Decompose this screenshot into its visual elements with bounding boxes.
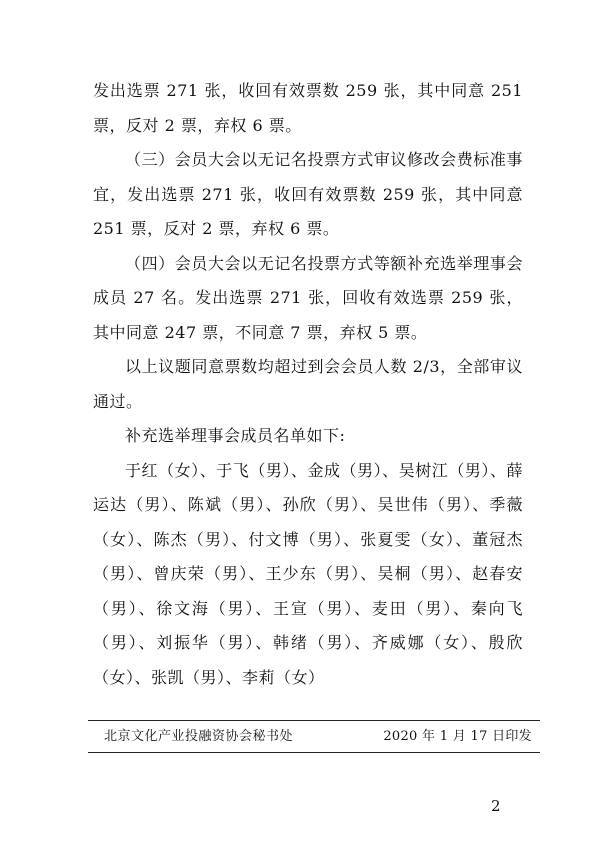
footer-issuer: 北京文化产业投融资协会秘书处 xyxy=(104,729,294,744)
paragraph-summary: 以上议题同意票数均超过到会会员人数 2/3，全部审议通过。 xyxy=(93,357,523,411)
body-text xyxy=(93,74,523,695)
paragraph-vote-result-continued: 发出选票 271 张，收回有效票数 259 张，其中同意 251 票，反对 2 票，弃权 6 票。 xyxy=(93,81,523,135)
footer-date: 2020 年 1 月 17 日印发 xyxy=(383,729,532,744)
paragraph-item-three: （三）会员大会以无记名投票方式审议修改会费标准事宜，发出选票 271 张，收回有效票数 259 张，其中同意 251 票，反对 2 票，弃权 6 票。 xyxy=(93,150,523,238)
paragraph-list-intro: 补充选举理事会成员名单如下: xyxy=(125,426,346,445)
page-number: 2 xyxy=(491,797,501,815)
paragraph-member-list: 于红（女）、于飞（男）、金成（男）、吴树江（男）、薛运达（男）、陈斌（男）、孙欣（男）、吴世伟（男）、季薇（女）、陈杰（男）、付文博（男）、张夏雯（女）、董冠杰（男）、曾庆荣（男）、王少东（男）、吴桐（男）、赵春安（男）、徐文海（男）、王宣（男）、麦田（男）、秦向飞（男）、刘振华（男）、韩绪（男）、齐威娜（女）、殷欣（女）、张凯（男）、李莉（女） xyxy=(93,460,523,687)
footer-bottom-rule xyxy=(88,752,540,753)
paragraph-item-four: （四）会员大会以无记名投票方式等额补充选举理事会成员 27 名。发出选票 271 张，回收有效选票 259 张，其中同意 247 票，不同意 7 票，弃权 5 票。 xyxy=(93,253,523,342)
footer-top-rule xyxy=(88,720,540,721)
